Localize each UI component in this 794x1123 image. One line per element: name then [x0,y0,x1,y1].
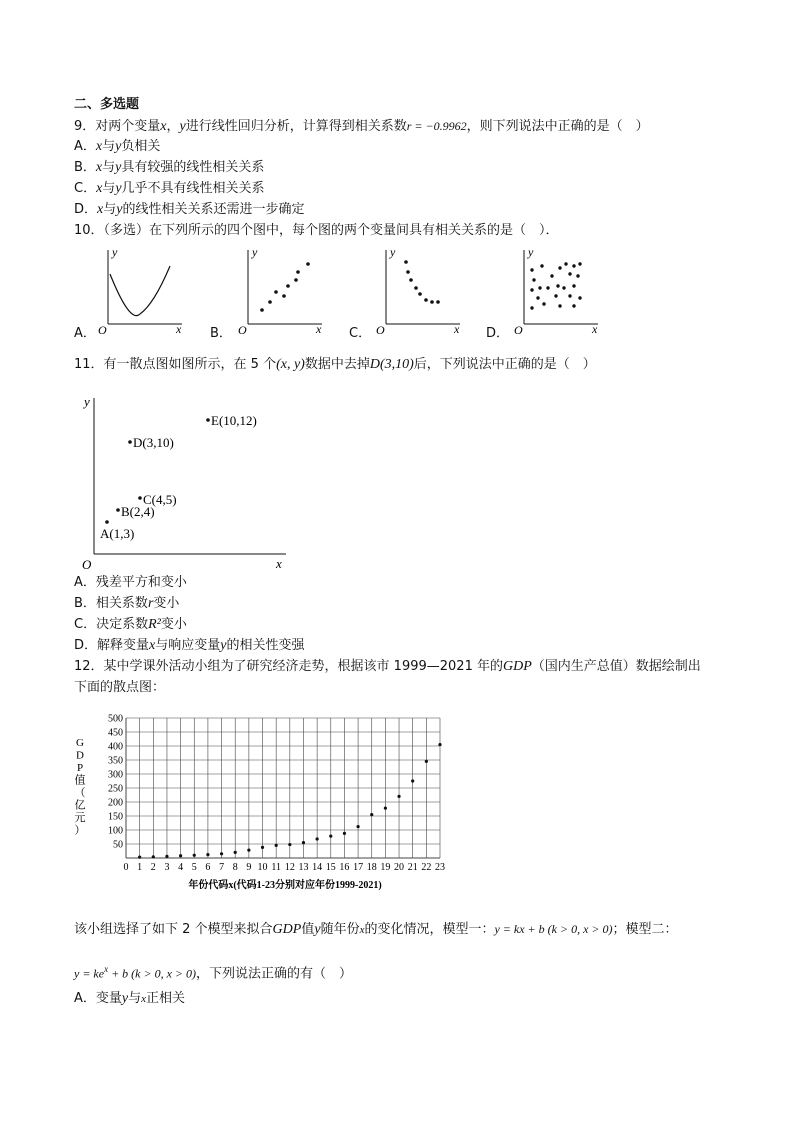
q10-graph-c [370,244,470,336]
q11-stem: 11．有一散点图如图所示，在 5 个(x, y)数据中去掉D(3,10)后，下列说法中正确的是（ ） [74,357,596,372]
ylabel-char: （ [74,787,86,799]
q10d-axis-y: y [528,245,534,259]
x-tick-label: 7 [219,862,225,873]
q10-graph-a [92,244,192,336]
gdp-scatter-chart [70,708,460,898]
data-point [316,837,319,840]
data-point [288,843,291,846]
x-tick-label: 12 [284,862,295,873]
q12-option-a: A．变量y与x正相关 [74,991,186,1006]
x-tick-label: 2 [150,862,156,873]
data-point [193,854,196,857]
q11-axis-y: y [84,394,90,409]
q10a-axis-x: x [176,322,182,336]
ylabel-char: 值 [74,774,86,787]
data-point [411,779,414,782]
q10a-axis-y: y [112,245,118,259]
ylabel-char: ） [74,824,86,837]
data-point [165,855,168,858]
point-e [206,418,210,422]
q11-axis-x: x [276,556,282,571]
x-tick-label: 17 [353,862,364,873]
data-point [397,795,400,798]
q10-label-a: A． [74,326,96,341]
x-tick-label: 4 [178,862,184,873]
q10-label-c: C． [349,326,372,341]
data-point [329,835,332,838]
y-tick-label: 50 [113,839,123,851]
x-tick-label: 20 [394,862,405,873]
ylabel-char: 亿 [74,799,86,812]
q10-graph-d [508,244,608,336]
q12-model2-line: $y = ke^x + b$ (k > 0, x > 0)，下列说法正确的有（ ） [74,964,353,982]
ylabel-char: 元 [74,812,86,824]
data-point [220,852,223,855]
x-tick-label: 11 [271,862,281,873]
q11-option-d: D．解释变量x与响应变量y的相关性变强 [74,638,305,653]
x-tick-label: 13 [298,862,309,873]
x-tick-label: 9 [246,862,252,873]
q11-option-b: B．相关系数r变小 [74,596,180,611]
q12-stem-line1: 12．某中学课外活动小组为了研究经济走势，根据该市 1999—2021 年的GDP（国内生产总值）数据绘制出 [74,659,701,674]
chart-grid [126,718,440,858]
data-point [343,832,346,835]
y-tick-labels [108,714,123,851]
y-tick-label: 400 [108,741,123,753]
x-tick-label: 21 [407,862,418,873]
data-point [356,825,359,828]
chart-xlabel: 年份代码x(代码1-23分别对应年份1999-2021) [188,880,382,891]
data-point [302,841,305,844]
q10b-origin: O [238,323,247,336]
data-point [275,844,278,847]
q10c-axis-y: y [390,245,396,259]
data-point [247,849,250,852]
q10-graph-b [232,244,332,336]
x-tick-label: 19 [380,862,391,873]
data-point [206,853,209,856]
x-tick-label: 16 [339,862,350,873]
q9-option-d: D．x与y的线性相关关系还需进一步确定 [74,202,305,217]
q9-stem: 9．对两个变量x，y进行线性回归分析，计算得到相关系数r = −0.9962，则下列说法中正确的是（ ） [74,119,649,134]
x-tick-label: 22 [421,862,432,873]
q11-option-a: A．残差平方和变小 [74,575,187,590]
ylabel-char: G [76,737,84,749]
data-point [370,813,373,816]
x-tick-label: 0 [123,862,129,873]
point-a [105,520,109,524]
x-tick-label: 14 [312,862,323,873]
point-b [116,508,120,512]
y-tick-label: 100 [108,825,123,837]
q12-stem-line2: 下面的散点图： [74,680,166,695]
graph-c-dots [404,260,440,304]
q10b-axis-x: x [316,322,322,336]
point-a-label: A(1,3) [100,526,135,541]
graph-b-dots [260,262,310,312]
y-tick-label: 350 [108,755,123,767]
y-tick-label: 200 [108,797,123,809]
y-tick-label: 300 [108,769,123,781]
q11-origin: O [82,557,92,572]
q11-option-c: C．决定系数R²变小 [74,617,187,632]
q10-stem: 10．（多选）在下列所示的四个图中，每个图的两个变量间具有相关关系的是（ ）． [74,223,559,238]
q9-option-a: A．x与y负相关 [74,139,161,154]
q10c-axis-x: x [454,322,460,336]
q9-option-c: C．x与y几乎不具有线性相关关系 [74,181,265,196]
q11-scatter [74,392,304,572]
point-d-label: D(3,10) [133,435,174,450]
x-tick-labels [124,862,446,873]
ylabel-char: D [76,749,84,762]
point-d [128,440,132,444]
parabola-curve [110,266,170,316]
data-point [261,846,264,849]
point-c [138,496,142,500]
y-tick-label: 450 [108,727,123,739]
data-point [425,760,428,763]
x-tick-label: 5 [191,862,197,873]
section-title: 二、多选题 [74,97,140,112]
q10d-origin: O [514,323,523,336]
x-tick-label: 10 [257,862,268,873]
graph-d-dots [530,262,581,309]
x-tick-label: 8 [232,862,238,873]
point-e-label: E(10,12) [211,413,257,428]
x-tick-label: 18 [366,862,377,873]
x-tick-label: 1 [137,862,143,873]
data-point [179,854,182,857]
point-b-label: B(2,4) [121,504,155,519]
y-tick-label: 500 [108,713,123,725]
y-tick-label: 150 [108,811,123,823]
q10d-axis-x: x [592,322,598,336]
point-c-label: C(4,5) [143,492,177,507]
x-tick-label: 23 [435,862,445,873]
q10c-origin: O [376,323,385,336]
y-tick-label: 250 [108,783,123,795]
data-point [438,743,441,746]
q10-label-d: D． [486,326,510,341]
data-point [234,851,237,854]
q10-label-b: B． [210,326,232,341]
data-point [384,807,387,810]
ylabel-char: P [76,762,84,774]
q12-model-line: 该小组选择了如下 2 个模型来拟合GDP值y随年份x的变化情况，模型一：y = kx + b (k > 0, x > 0)；模型二： [74,922,678,937]
q10b-axis-y: y [252,245,258,259]
x-tick-label: 6 [205,862,211,873]
data-point [138,856,141,859]
x-tick-label: 3 [164,862,170,873]
x-tick-label: 15 [325,862,336,873]
q10a-origin: O [98,323,107,336]
q9-option-b: B．x与y具有较强的线性相关关系 [74,160,265,175]
data-point [152,855,155,858]
chart-ylabel [75,737,86,837]
